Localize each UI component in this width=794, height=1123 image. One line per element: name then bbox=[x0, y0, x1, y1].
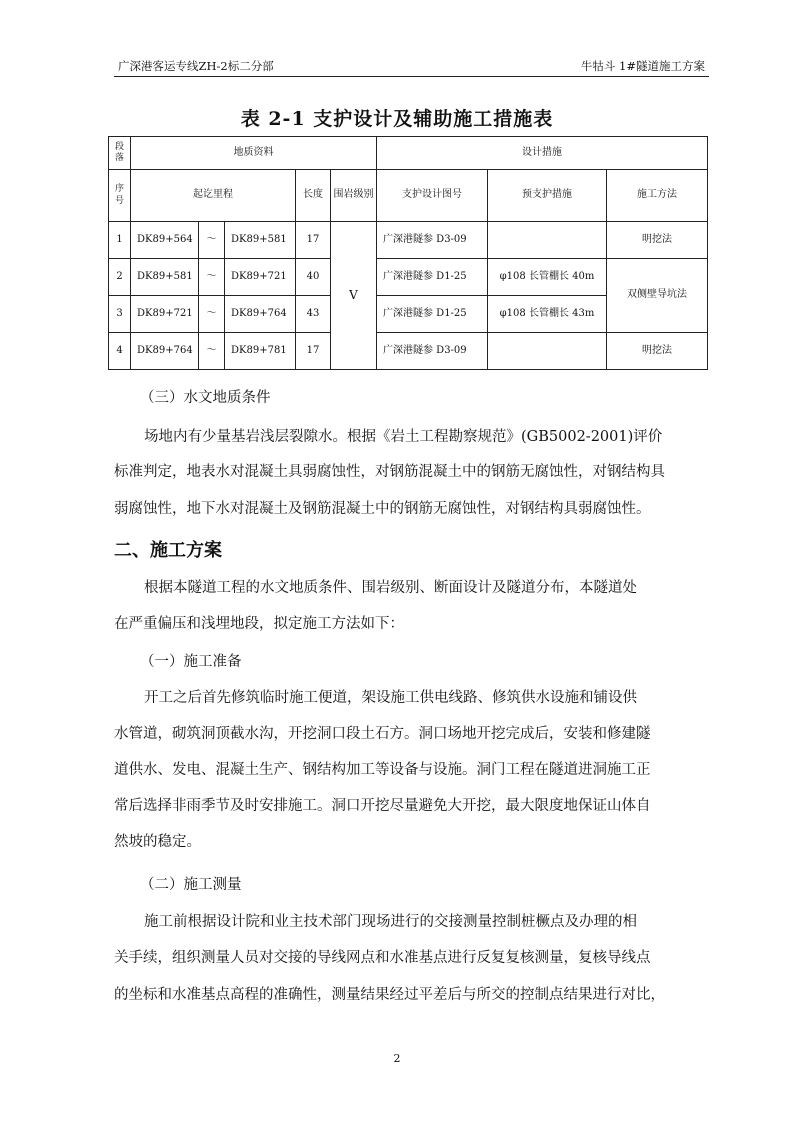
row-design: 广深港隧参 D1-25 bbox=[377, 259, 488, 296]
row-pre bbox=[488, 333, 607, 370]
row-design: 广深港隧参 D3-09 bbox=[377, 222, 488, 259]
row-sep: ～ bbox=[199, 222, 225, 259]
row-grade: Ⅴ bbox=[331, 222, 377, 370]
row-sep: ～ bbox=[199, 296, 225, 333]
row-pre bbox=[488, 222, 607, 259]
header-grade: 围岩级别 bbox=[331, 170, 377, 222]
header-length: 长度 bbox=[296, 170, 331, 222]
row-length: 43 bbox=[296, 296, 331, 333]
paragraph-line: 弱腐蚀性，地下水对混凝土及钢筋混凝土中的钢筋无腐蚀性，对钢结构具弱腐蚀性。 bbox=[114, 501, 651, 517]
row-from: DK89+764 bbox=[131, 333, 199, 370]
page-number: 2 bbox=[393, 1052, 401, 1065]
paragraph-line: 场地内有少量基岩浅层裂隙水。根据《岩土工程勘察规范》(GB5002-2001)评价 bbox=[144, 429, 663, 445]
row-no: 3 bbox=[109, 296, 131, 333]
row-to: DK89+764 bbox=[225, 296, 296, 333]
paragraph-line: 开工之后首先修筑临时施工便道，架设施工供电线路、修筑供水设施和铺设供 bbox=[144, 690, 637, 706]
row-pre: φ108 长管棚长 43m bbox=[488, 296, 607, 333]
row-no: 1 bbox=[109, 222, 131, 259]
table-header-row-1 bbox=[109, 137, 708, 170]
table-title: 表 2-1 支护设计及辅助施工措施表 bbox=[240, 108, 554, 130]
header-range: 起讫里程 bbox=[131, 170, 296, 222]
heading-survey: （二）施工测量 bbox=[140, 877, 242, 893]
row-to: DK89+781 bbox=[225, 333, 296, 370]
row-from: DK89+721 bbox=[131, 296, 199, 333]
row-method: 明挖法 bbox=[607, 333, 708, 370]
paragraph-line: 标准判定，地表水对混凝土具弱腐蚀性，对钢筋混凝土中的钢筋无腐蚀性，对钢结构具 bbox=[114, 464, 665, 480]
heading-hydrogeology: （三）水文地质条件 bbox=[140, 390, 271, 406]
table-row bbox=[109, 259, 708, 296]
row-method: 双侧壁导坑法 bbox=[607, 259, 708, 333]
paragraph-line: 的坐标和水准基点高程的准确性，测量结果经过平差后与所交的控制点结果进行对比， bbox=[114, 987, 665, 1003]
paragraph-line: 关手续，组织测量人员对交接的导线网点和水准基点进行反复复核测量，复核导线点 bbox=[114, 950, 651, 966]
row-design: 广深港隧参 D1-25 bbox=[377, 296, 488, 333]
header-seq: 序号 bbox=[109, 170, 131, 222]
row-method: 明挖法 bbox=[607, 222, 708, 259]
header-pre-support: 预支护措施 bbox=[488, 170, 607, 222]
section-heading-construction-plan: 二、施工方案 bbox=[114, 540, 222, 561]
paragraph-line: 然坡的稳定。 bbox=[114, 834, 201, 850]
paragraph-line: 根据本隧道工程的水文地质条件、围岩级别、断面设计及隧道分布，本隧道处 bbox=[144, 580, 637, 596]
header-left: 广深港客运专线ZH-2标二分部 bbox=[118, 59, 274, 73]
table-row bbox=[109, 333, 708, 370]
paragraph-line: 在严重偏压和浅埋地段，拟定施工方法如下： bbox=[114, 616, 404, 632]
header-method: 施工方法 bbox=[607, 170, 708, 222]
table-header-row-2 bbox=[109, 170, 708, 222]
header-design: 设计措施 bbox=[377, 137, 708, 170]
heading-preparation: （一）施工准备 bbox=[140, 654, 242, 670]
row-pre: φ108 长管棚长 40m bbox=[488, 259, 607, 296]
table-row bbox=[109, 222, 708, 259]
header-segment: 段落 bbox=[109, 137, 131, 170]
row-design: 广深港隧参 D3-09 bbox=[377, 333, 488, 370]
paragraph-line: 常后选择非雨季节及时安排施工。洞口开挖尽量避免大开挖，最大限度地保证山体自 bbox=[114, 798, 651, 814]
paragraph-line: 水管道，砌筑洞顶截水沟，开挖洞口段土石方。洞口场地开挖完成后，安装和修建隧 bbox=[114, 726, 651, 742]
row-length: 17 bbox=[296, 222, 331, 259]
paragraph-line: 施工前根据设计院和业主技术部门现场进行的交接测量控制桩橛点及办理的相 bbox=[144, 914, 637, 930]
row-no: 4 bbox=[109, 333, 131, 370]
row-no: 2 bbox=[109, 259, 131, 296]
support-design-table bbox=[108, 136, 708, 370]
row-from: DK89+564 bbox=[131, 222, 199, 259]
row-sep: ～ bbox=[199, 333, 225, 370]
paragraph-line: 道供水、发电、混凝土生产、钢结构加工等设备与设施。洞门工程在隧道进洞施工正 bbox=[114, 762, 651, 778]
row-to: DK89+581 bbox=[225, 222, 296, 259]
row-sep: ～ bbox=[199, 259, 225, 296]
row-length: 40 bbox=[296, 259, 331, 296]
row-length: 17 bbox=[296, 333, 331, 370]
row-to: DK89+721 bbox=[225, 259, 296, 296]
header-right: 牛牯斗 1#隧道施工方案 bbox=[580, 59, 705, 73]
header-geology: 地质资料 bbox=[131, 137, 377, 170]
header-design-no: 支护设计图号 bbox=[377, 170, 488, 222]
row-from: DK89+581 bbox=[131, 259, 199, 296]
page-header bbox=[114, 56, 709, 77]
